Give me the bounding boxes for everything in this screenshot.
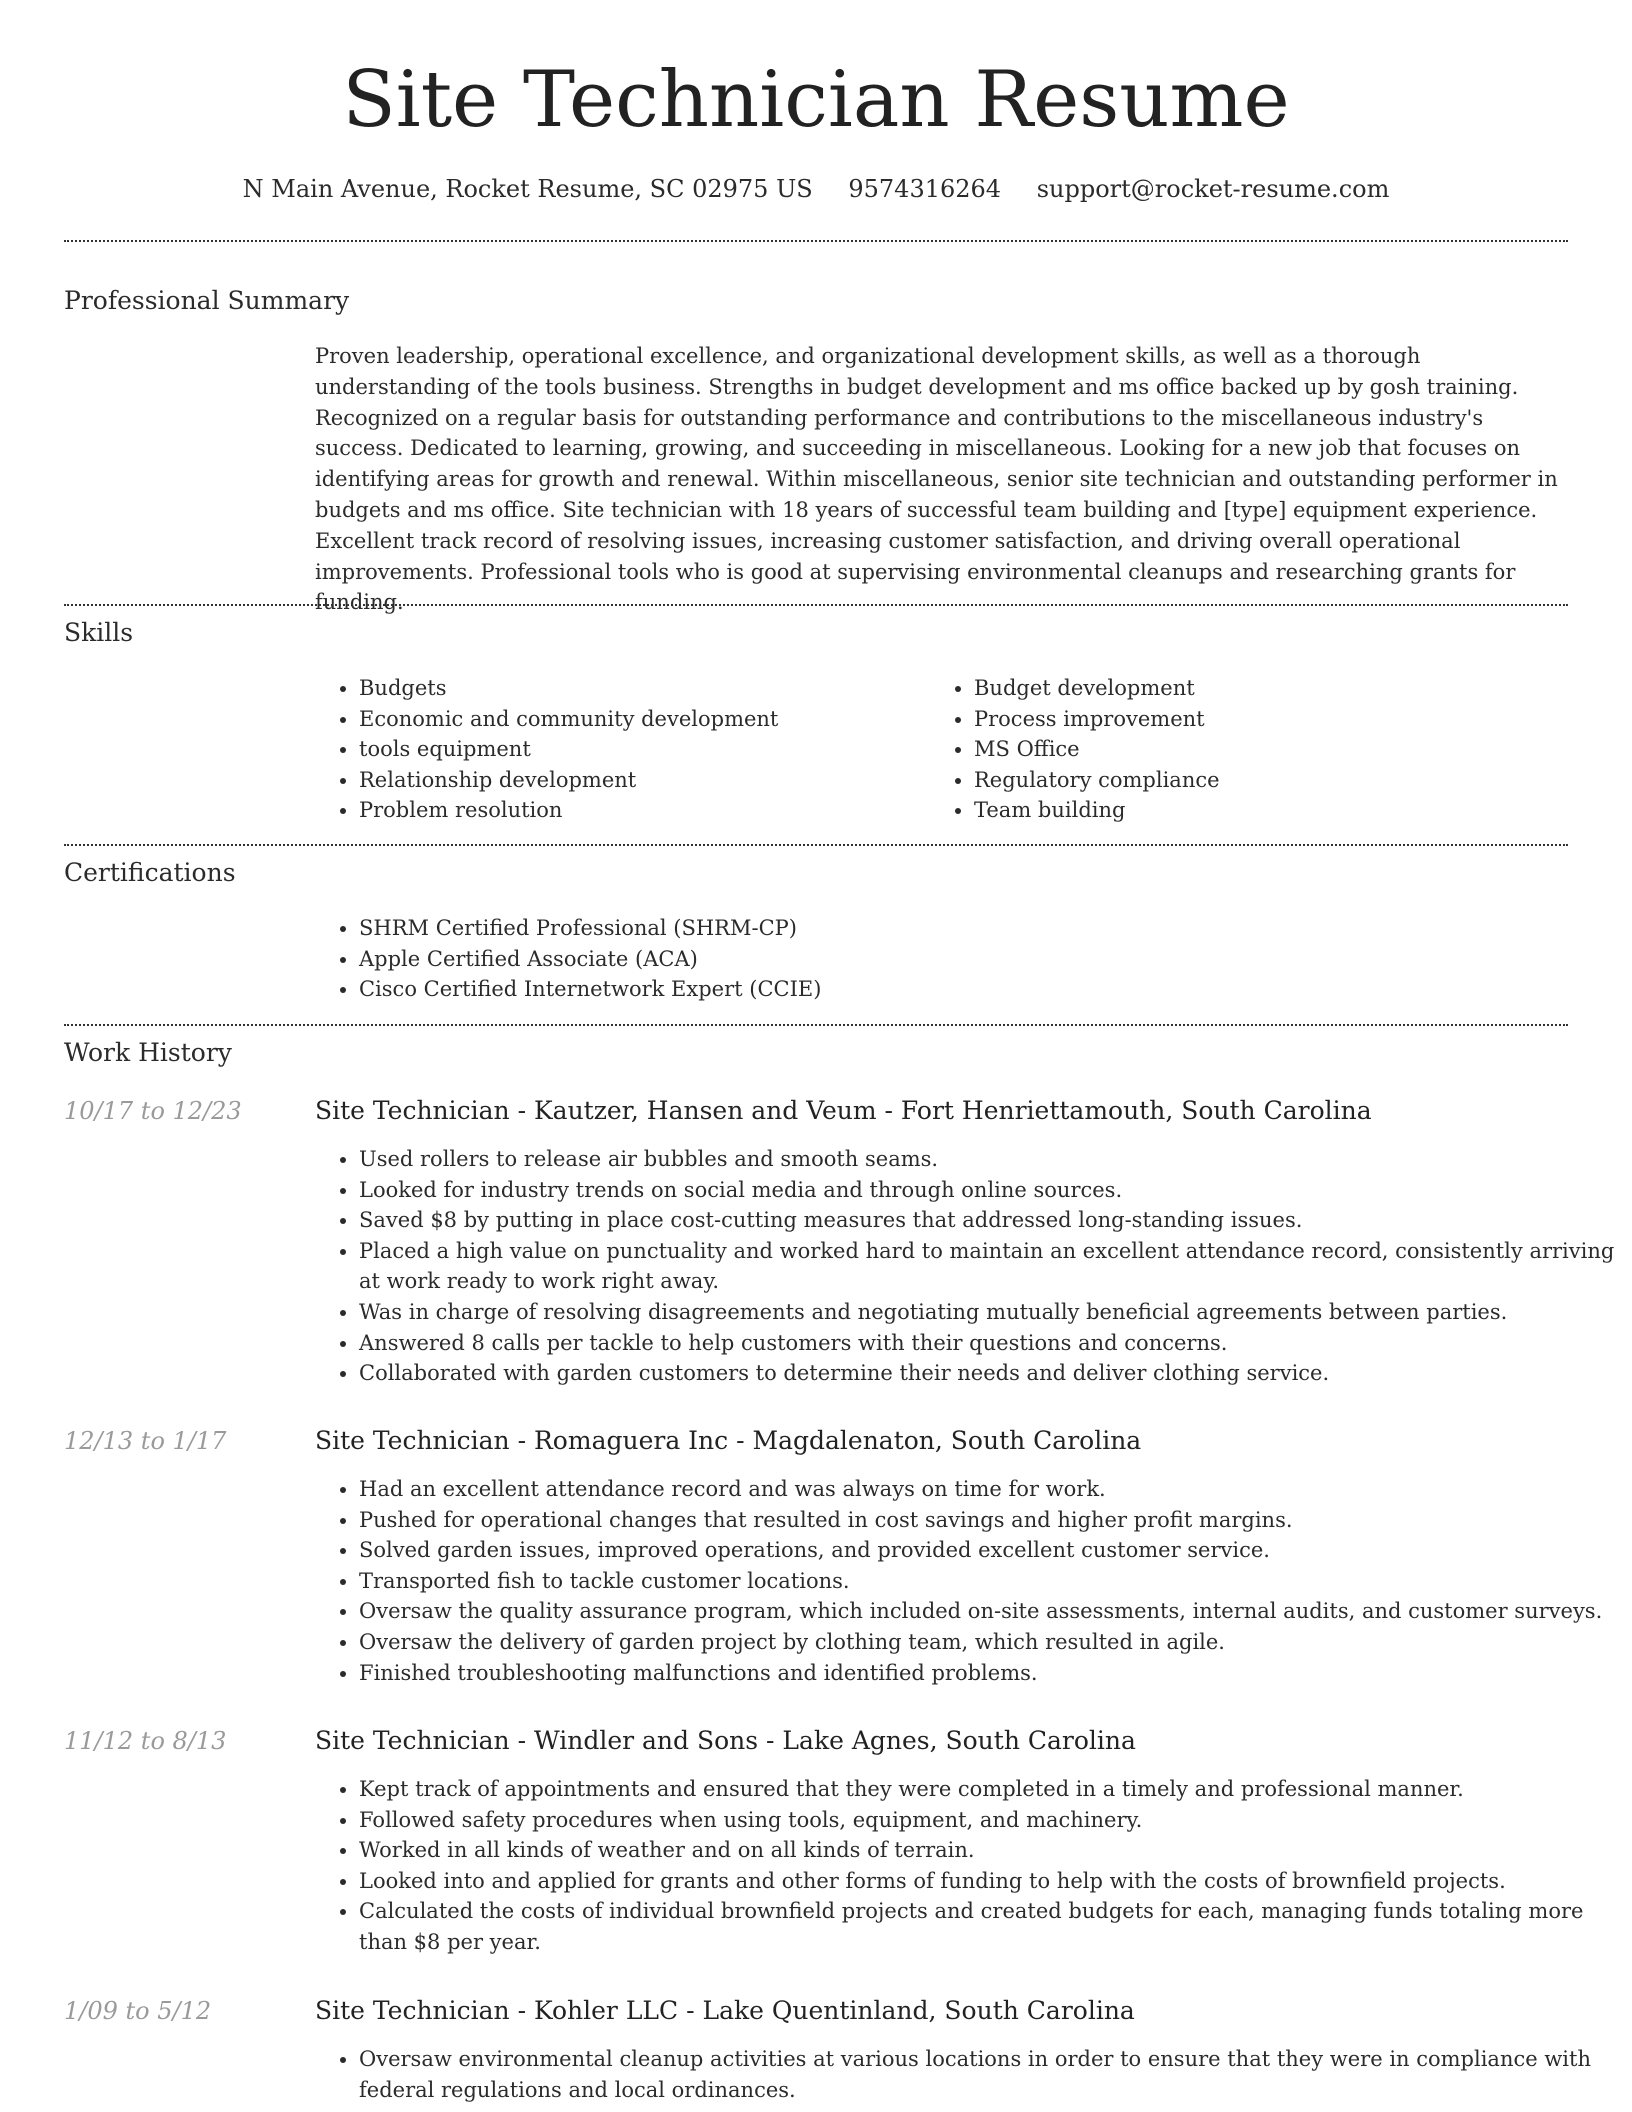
certification-item: • Apple Certified Associate (ACA)	[359, 944, 1259, 975]
job-bullet: • Transported fish to tackle customer locations.	[359, 1566, 1615, 1597]
contact-line	[0, 172, 1632, 206]
section-title-certifications: Certifications	[64, 858, 236, 887]
job-bullets	[315, 2044, 1615, 2105]
job-dates: 12/13 to 1/17	[64, 1427, 227, 1455]
job-bullet: • Oversaw the quality assurance program, which included on-site assessments, internal audits, and customer surveys.	[359, 1596, 1615, 1627]
skill-item: • Team building	[974, 795, 1574, 826]
skill-item: • Process improvement	[974, 704, 1574, 735]
job-bullets	[315, 1144, 1615, 1389]
job-bullet: • Oversaw environmental cleanup activities at various locations in order to ensure that they were in compliance with federal regulations and local ordinances.	[359, 2044, 1615, 2105]
skill-item: • MS Office	[974, 734, 1574, 765]
summary-text: Proven leadership, operational excellence, and organizational development skills, as well as a thorough understanding of the tools business. Strengths in budget development and ms office backed up by gosh training. Recognized on a regular basis for outstanding performance and contributions to the miscellaneous industry's success. Dedicated to learning, growing, and succeeding in miscellaneous. Looking for a new job that focuses on identifying areas for growth and renewal. Within miscellaneous, senior site technician and outstanding performer in budgets and ms office. Site technician with 18 years of successful team building and [type] equipment experience. Excellent track record of resolving issues, increasing customer satisfaction, and driving overall operational improvements. Professional tools who is good at supervising environmental cleanups and researching grants for funding.	[315, 344, 1558, 615]
skills-list-right	[930, 673, 1574, 826]
job-bullet: • Solved garden issues, improved operations, and provided excellent customer service.	[359, 1535, 1615, 1566]
job-bullet: • Followed safety procedures when using tools, equipment, and machinery.	[359, 1805, 1615, 1836]
skills-list-left	[315, 673, 959, 826]
section-title-summary: Professional Summary	[64, 286, 350, 315]
job-bullet: • Pushed for operational changes that resulted in cost savings and higher profit margins.	[359, 1505, 1615, 1536]
job-title: Site Technician - Romaguera Inc - Magdalenaton, South Carolina	[315, 1426, 1142, 1455]
divider	[64, 844, 1568, 846]
skill-item: • Regulatory compliance	[974, 765, 1574, 796]
skill-item: • Budgets	[359, 673, 959, 704]
job-bullet: • Worked in all kinds of weather and on all kinds of terrain.	[359, 1835, 1615, 1866]
skill-item: • Economic and community development	[359, 704, 959, 735]
job-bullet: • Had an excellent attendance record and was always on time for work.	[359, 1474, 1615, 1505]
job-bullet: • Placed a high value on punctuality and worked hard to maintain an excellent attendance record, consistently arriving at work ready to work right away.	[359, 1236, 1615, 1297]
divider	[64, 1024, 1568, 1026]
skill-item: • Relationship development	[359, 765, 959, 796]
certification-item: • SHRM Certified Professional (SHRM-CP)	[359, 913, 1259, 944]
contact-phone: 9574316264	[848, 175, 1002, 203]
section-title-work-history: Work History	[64, 1038, 232, 1067]
job-bullets	[315, 1774, 1615, 1958]
job-bullet: • Saved $8 by putting in place cost-cutting measures that addressed long-standing issues.	[359, 1205, 1615, 1236]
job-bullet: • Answered 8 calls per tackle to help customers with their questions and concerns.	[359, 1328, 1615, 1359]
resume-title: Site Technician Resume	[342, 55, 1290, 145]
skill-item: • Problem resolution	[359, 795, 959, 826]
job-bullet: • Calculated the costs of individual brownfield projects and created budgets for each, managing funds totaling more than $8 per year.	[359, 1896, 1615, 1957]
skill-item: • Budget development	[974, 673, 1574, 704]
section-title-skills: Skills	[64, 618, 134, 647]
skill-item: • tools equipment	[359, 734, 959, 765]
divider	[64, 604, 1568, 606]
job-bullet: • Finished troubleshooting malfunctions and identified problems.	[359, 1658, 1615, 1689]
divider	[64, 240, 1568, 242]
job-bullets	[315, 1474, 1615, 1688]
job-title: Site Technician - Kautzer, Hansen and Veum - Fort Henriettamouth, South Carolina	[315, 1096, 1372, 1125]
certifications-list	[315, 913, 1259, 1005]
job-title: Site Technician - Kohler LLC - Lake Quentinland, South Carolina	[315, 1996, 1135, 2025]
job-bullet: • Oversaw the delivery of garden project by clothing team, which resulted in agile.	[359, 1627, 1615, 1658]
job-title: Site Technician - Windler and Sons - Lake Agnes, South Carolina	[315, 1726, 1136, 1755]
job-dates: 11/12 to 8/13	[64, 1727, 227, 1755]
job-bullet: • Used rollers to release air bubbles and smooth seams.	[359, 1144, 1615, 1175]
job-bullet: • Was in charge of resolving disagreements and negotiating mutually beneficial agreements between parties.	[359, 1297, 1615, 1328]
job-bullet: • Kept track of appointments and ensured that they were completed in a timely and professional manner.	[359, 1774, 1615, 1805]
job-dates: 10/17 to 12/23	[64, 1097, 242, 1125]
job-bullet: • Looked into and applied for grants and other forms of funding to help with the costs of brownfield projects.	[359, 1866, 1615, 1897]
contact-email: support@rocket-resume.com	[1036, 175, 1390, 203]
contact-address: N Main Avenue, Rocket Resume, SC 02975 US	[242, 175, 813, 203]
job-dates: 1/09 to 5/12	[64, 1997, 212, 2025]
certification-item: • Cisco Certified Internetwork Expert (CCIE)	[359, 974, 1259, 1005]
job-bullet: • Collaborated with garden customers to determine their needs and deliver clothing service.	[359, 1358, 1615, 1389]
job-bullet: • Looked for industry trends on social media and through online sources.	[359, 1175, 1615, 1206]
